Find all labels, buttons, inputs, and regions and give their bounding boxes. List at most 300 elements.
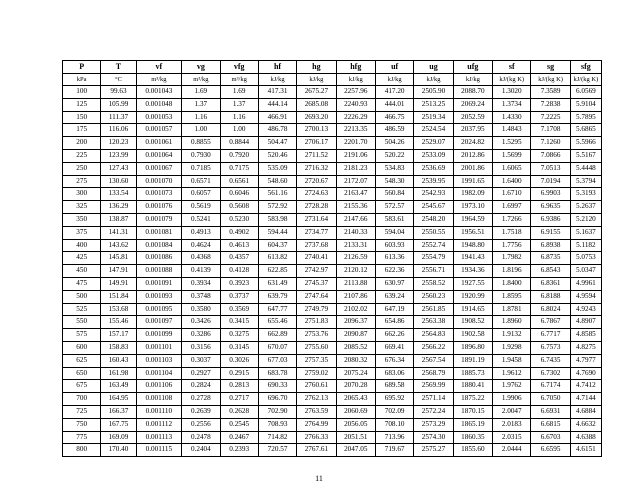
table-cell: 1941.43 — [453, 252, 492, 265]
table-cell: 486.78 — [258, 124, 296, 137]
table-cell: 5.5966 — [570, 137, 601, 150]
table-cell: 2052.59 — [453, 111, 492, 124]
column-symbol: sg — [531, 61, 570, 74]
table-cell: 708.93 — [258, 418, 296, 431]
table-cell: 0.4624 — [182, 239, 220, 252]
table-cell: 525 — [63, 303, 101, 316]
table-cell: 170.40 — [101, 444, 136, 457]
table-cell: 1.9762 — [493, 380, 531, 393]
table-cell: 120.23 — [101, 137, 136, 150]
table-cell: 161.98 — [101, 367, 136, 380]
table-cell: 1.00 — [220, 124, 258, 137]
unit-header-row — [63, 74, 602, 86]
table-cell: 2558.52 — [414, 277, 453, 290]
table-cell: 100 — [63, 86, 101, 99]
table-cell: 0.6046 — [220, 188, 258, 201]
table-cell: 0.2467 — [220, 431, 258, 444]
table-cell: 0.001099 — [136, 329, 182, 342]
table-cell: 153.68 — [101, 303, 136, 316]
column-symbol: hg — [297, 61, 336, 74]
table-row — [63, 367, 602, 380]
table-cell: 155.46 — [101, 316, 136, 329]
table-cell: 0.3426 — [182, 316, 220, 329]
table-cell: 6.7302 — [531, 367, 570, 380]
table-cell: 1.9132 — [493, 329, 531, 342]
table-cell: 0.001061 — [136, 137, 182, 150]
table-cell: 0.3037 — [182, 354, 220, 367]
table-cell: 6.9386 — [531, 213, 570, 226]
table-row — [63, 354, 602, 367]
table-cell: 2574.30 — [414, 431, 453, 444]
table-cell: 1908.52 — [453, 316, 492, 329]
table-cell: 4.7690 — [570, 367, 601, 380]
table-cell: 1.8196 — [493, 265, 531, 278]
saturated-water-pressure-table — [62, 60, 602, 457]
table-cell: 4.8907 — [570, 316, 601, 329]
table-cell: 2568.79 — [414, 367, 453, 380]
table-cell: 708.10 — [375, 418, 413, 431]
table-cell: 2760.61 — [297, 380, 336, 393]
table-cell: 2.0444 — [493, 444, 531, 457]
table-cell: 500 — [63, 290, 101, 303]
table-cell: 2742.97 — [297, 265, 336, 278]
table-cell: 725 — [63, 405, 101, 418]
table-row — [63, 405, 602, 418]
table-cell: 143.62 — [101, 239, 136, 252]
table-cell: 622.85 — [258, 265, 296, 278]
table-cell: 5.6865 — [570, 124, 601, 137]
table-cell: 690.33 — [258, 380, 296, 393]
table-cell: 167.75 — [101, 418, 136, 431]
column-symbol: hf — [258, 61, 296, 74]
table-cell: 1896.80 — [453, 341, 492, 354]
table-cell: 6.6931 — [531, 405, 570, 418]
table-cell: 2001.86 — [453, 162, 492, 175]
table-cell: 1875.22 — [453, 393, 492, 406]
table-cell: 2716.32 — [297, 162, 336, 175]
table-cell: 676.34 — [375, 354, 413, 367]
table-cell: 630.97 — [375, 277, 413, 290]
table-cell: 1.7756 — [493, 239, 531, 252]
column-symbol: vg — [182, 61, 220, 74]
table-cell: 1.6710 — [493, 188, 531, 201]
table-cell: 520.46 — [258, 149, 296, 162]
table-cell: 4.6151 — [570, 444, 601, 457]
table-cell: 2213.35 — [336, 124, 375, 137]
table-cell: 2536.69 — [414, 162, 453, 175]
table-cell: 7.0513 — [531, 162, 570, 175]
table-cell: 7.2225 — [531, 111, 570, 124]
table-cell: 4.7144 — [570, 393, 601, 406]
table-cell: 7.1708 — [531, 124, 570, 137]
table-cell: 750 — [63, 418, 101, 431]
table-cell: 2056.05 — [336, 418, 375, 431]
table-cell: 534.83 — [375, 162, 413, 175]
table-cell: 6.8938 — [531, 239, 570, 252]
table-cell: 2257.96 — [336, 86, 375, 99]
table-cell: 4.8585 — [570, 329, 601, 342]
table-cell: 0.3026 — [220, 354, 258, 367]
table-cell: 0.5619 — [182, 201, 220, 214]
table-cell: 123.99 — [101, 149, 136, 162]
table-cell: 2096.37 — [336, 316, 375, 329]
table-cell: 2747.64 — [297, 290, 336, 303]
table-cell: 0.3934 — [182, 277, 220, 290]
table-cell: 1934.36 — [453, 265, 492, 278]
table-cell: 2564.83 — [414, 329, 453, 342]
table-cell: 1.8781 — [493, 303, 531, 316]
table-cell: 0.001112 — [136, 418, 182, 431]
column-symbol: sfg — [570, 61, 601, 74]
table-cell: 0.001067 — [136, 162, 182, 175]
table-cell: 0.001048 — [136, 98, 182, 111]
table-cell: 163.49 — [101, 380, 136, 393]
table-cell: 475 — [63, 277, 101, 290]
table-cell: 520.22 — [375, 149, 413, 162]
table-cell: 683.78 — [258, 367, 296, 380]
table-cell: 7.3589 — [531, 86, 570, 99]
table-cell: 375 — [63, 226, 101, 239]
table-cell: 603.93 — [375, 239, 413, 252]
table-cell: 0.2728 — [182, 393, 220, 406]
table-cell: 6.7050 — [531, 393, 570, 406]
table-cell: 2090.87 — [336, 329, 375, 342]
table-cell: 504.26 — [375, 137, 413, 150]
table-cell: 157.17 — [101, 329, 136, 342]
table-cell: 466.75 — [375, 111, 413, 124]
table-cell: 2191.06 — [336, 149, 375, 162]
table-cell: 2051.51 — [336, 431, 375, 444]
column-unit: kPa — [63, 74, 101, 86]
table-cell: 1.5699 — [493, 149, 531, 162]
table-cell: 5.2120 — [570, 213, 601, 226]
table-cell: 4.8275 — [570, 341, 601, 354]
table-row — [63, 188, 602, 201]
table-cell: 0.001110 — [136, 405, 182, 418]
table-cell: 0.001070 — [136, 175, 182, 188]
table-cell: 0.001101 — [136, 341, 182, 354]
table-cell: 0.4902 — [220, 226, 258, 239]
table-cell: 5.1637 — [570, 226, 601, 239]
table-cell: 2120.12 — [336, 265, 375, 278]
table-cell: 2070.28 — [336, 380, 375, 393]
table-cell: 0.001086 — [136, 252, 182, 265]
table-cell: 1.6997 — [493, 201, 531, 214]
table-row — [63, 418, 602, 431]
table-cell: 0.6057 — [182, 188, 220, 201]
column-symbol: ug — [414, 61, 453, 74]
table-cell: 1927.55 — [453, 277, 492, 290]
table-cell: 4.6884 — [570, 405, 601, 418]
table-row — [63, 316, 602, 329]
table-cell: 702.90 — [258, 405, 296, 418]
table-cell: 0.3145 — [220, 341, 258, 354]
table-cell: 225 — [63, 149, 101, 162]
table-cell: 1.16 — [182, 111, 220, 124]
table-cell: 466.91 — [258, 111, 296, 124]
table-cell: 714.82 — [258, 431, 296, 444]
table-cell: 2575.27 — [414, 444, 453, 457]
steam-table — [62, 60, 602, 457]
table-cell: 400 — [63, 239, 101, 252]
table-cell: 0.8855 — [182, 137, 220, 150]
table-cell: 0.001079 — [136, 213, 182, 226]
table-cell: 600 — [63, 341, 101, 354]
table-cell: 450 — [63, 265, 101, 278]
table-cell: 5.3193 — [570, 188, 601, 201]
table-cell: 1.7266 — [493, 213, 531, 226]
table-cell: 136.29 — [101, 201, 136, 214]
table-cell: 613.36 — [375, 252, 413, 265]
table-cell: 149.91 — [101, 277, 136, 290]
table-row — [63, 239, 602, 252]
table-cell: 622.36 — [375, 265, 413, 278]
table-cell: 0.3569 — [220, 303, 258, 316]
table-cell: 6.7717 — [531, 329, 570, 342]
table-cell: 1982.09 — [453, 188, 492, 201]
table-cell: 1885.73 — [453, 367, 492, 380]
column-symbol: vf — [136, 61, 182, 74]
column-unit: kJ/kg — [453, 74, 492, 86]
table-cell: 625 — [63, 354, 101, 367]
table-row — [63, 303, 602, 316]
table-cell: 550 — [63, 316, 101, 329]
table-cell: 6.9903 — [531, 188, 570, 201]
table-cell: 4.9243 — [570, 303, 601, 316]
table-cell: 2529.07 — [414, 137, 453, 150]
table-cell: 127.43 — [101, 162, 136, 175]
table-cell: 0.001043 — [136, 86, 182, 99]
table-cell: 425 — [63, 252, 101, 265]
table-cell: 0.6561 — [220, 175, 258, 188]
table-cell: 720.57 — [258, 444, 296, 457]
table-cell: 2163.47 — [336, 188, 375, 201]
table-cell: 594.44 — [258, 226, 296, 239]
table-cell: 1956.51 — [453, 226, 492, 239]
table-row — [63, 290, 602, 303]
table-cell: 2060.69 — [336, 405, 375, 418]
table-cell: 2567.54 — [414, 354, 453, 367]
table-row — [63, 277, 602, 290]
table-cell: 6.7573 — [531, 341, 570, 354]
table-cell: 2085.52 — [336, 341, 375, 354]
table-row — [63, 111, 602, 124]
table-row — [63, 252, 602, 265]
table-cell: 0.2813 — [220, 380, 258, 393]
table-cell: 548.30 — [375, 175, 413, 188]
table-cell: 677.03 — [258, 354, 296, 367]
table-cell: 160.43 — [101, 354, 136, 367]
table-cell: 444.14 — [258, 98, 296, 111]
table-cell: 0.4613 — [220, 239, 258, 252]
table-cell: 713.96 — [375, 431, 413, 444]
table-cell: 417.31 — [258, 86, 296, 99]
table-cell: 1865.19 — [453, 418, 492, 431]
table-cell: 2240.93 — [336, 98, 375, 111]
table-cell: 5.1182 — [570, 239, 601, 252]
table-cell: 0.8844 — [220, 137, 258, 150]
table-cell: 583.61 — [375, 213, 413, 226]
table-cell: 0.4368 — [182, 252, 220, 265]
page-number: 11 — [315, 474, 323, 483]
table-cell: 6.8543 — [531, 265, 570, 278]
table-cell: 631.49 — [258, 277, 296, 290]
table-cell: 2675.27 — [297, 86, 336, 99]
table-cell: 1860.35 — [453, 431, 492, 444]
table-cell: 1.8960 — [493, 316, 531, 329]
table-cell: 2552.74 — [414, 239, 453, 252]
table-cell: 164.95 — [101, 393, 136, 406]
table-cell: 0.2628 — [220, 405, 258, 418]
table-cell: 1.69 — [182, 86, 220, 99]
table-cell: 7.0866 — [531, 149, 570, 162]
table-cell: 2759.02 — [297, 367, 336, 380]
table-cell: 0.4913 — [182, 226, 220, 239]
table-cell: 0.3156 — [182, 341, 220, 354]
table-cell: 583.98 — [258, 213, 296, 226]
table-cell: 2102.02 — [336, 303, 375, 316]
table-cell: 0.2404 — [182, 444, 220, 457]
table-cell: 0.001095 — [136, 303, 182, 316]
table-cell: 0.2393 — [220, 444, 258, 457]
table-cell: 444.01 — [375, 98, 413, 111]
column-unit: °C — [101, 74, 136, 86]
table-cell: 151.84 — [101, 290, 136, 303]
table-cell: 6.8735 — [531, 252, 570, 265]
table-cell: 141.31 — [101, 226, 136, 239]
table-cell: 670.07 — [258, 341, 296, 354]
table-cell: 2524.54 — [414, 124, 453, 137]
table-cell: 504.47 — [258, 137, 296, 150]
table-cell: 0.001113 — [136, 431, 182, 444]
table-cell: 561.16 — [258, 188, 296, 201]
table-cell: 2766.33 — [297, 431, 336, 444]
table-cell: 0.2927 — [182, 367, 220, 380]
table-cell: 702.09 — [375, 405, 413, 418]
table-cell: 2519.34 — [414, 111, 453, 124]
table-cell: 1914.65 — [453, 303, 492, 316]
table-cell: 0.001106 — [136, 380, 182, 393]
table-cell: 604.37 — [258, 239, 296, 252]
table-cell: 0.001076 — [136, 201, 182, 214]
table-cell: 0.001093 — [136, 290, 182, 303]
table-cell: 1.9298 — [493, 341, 531, 354]
table-row — [63, 86, 602, 99]
table-cell: 1.9458 — [493, 354, 531, 367]
table-cell: 147.91 — [101, 265, 136, 278]
table-cell: 0.4139 — [182, 265, 220, 278]
table-cell: 1891.19 — [453, 354, 492, 367]
table-cell: 2.0183 — [493, 418, 531, 431]
table-cell: 6.6815 — [531, 418, 570, 431]
table-cell: 575 — [63, 329, 101, 342]
table-cell: 2556.71 — [414, 265, 453, 278]
table-cell: 775 — [63, 431, 101, 444]
table-cell: 1.6400 — [493, 175, 531, 188]
table-cell: 6.7174 — [531, 380, 570, 393]
column-symbol: T — [101, 61, 136, 74]
table-cell: 150 — [63, 111, 101, 124]
table-cell: 133.54 — [101, 188, 136, 201]
table-cell: 0.2639 — [182, 405, 220, 418]
table-cell: 1.37 — [182, 98, 220, 111]
table-cell: 4.6388 — [570, 431, 601, 444]
table-cell: 5.4448 — [570, 162, 601, 175]
table-cell: 99.63 — [101, 86, 136, 99]
column-unit: kJ/kg — [336, 74, 375, 86]
column-unit: m³/kg — [182, 74, 220, 86]
table-cell: 2753.76 — [297, 329, 336, 342]
table-cell: 1.9612 — [493, 367, 531, 380]
column-unit: kJ/kg — [258, 74, 296, 86]
table-cell: 1973.10 — [453, 201, 492, 214]
table-cell: 572.92 — [258, 201, 296, 214]
table-cell: 166.37 — [101, 405, 136, 418]
table-row — [63, 393, 602, 406]
table-cell: 2069.24 — [453, 98, 492, 111]
table-cell: 2737.68 — [297, 239, 336, 252]
table-cell: 0.2915 — [220, 367, 258, 380]
table-cell: 5.5167 — [570, 149, 601, 162]
table-cell: 1.3020 — [493, 86, 531, 99]
table-row — [63, 124, 602, 137]
table-cell: 594.04 — [375, 226, 413, 239]
table-cell: 2573.29 — [414, 418, 453, 431]
table-cell: 2550.55 — [414, 226, 453, 239]
table-cell: 696.70 — [258, 393, 296, 406]
table-cell: 1948.80 — [453, 239, 492, 252]
table-row — [63, 175, 602, 188]
table-cell: 2706.17 — [297, 137, 336, 150]
table-cell: 2762.13 — [297, 393, 336, 406]
symbol-header-row — [63, 61, 602, 74]
table-cell: 5.7895 — [570, 111, 601, 124]
table-cell: 4.7977 — [570, 354, 601, 367]
table-cell: 2155.36 — [336, 201, 375, 214]
table-cell: 6.7867 — [531, 316, 570, 329]
table-cell: 0.2556 — [182, 418, 220, 431]
table-cell: 2088.70 — [453, 86, 492, 99]
table-cell: 1870.15 — [453, 405, 492, 418]
table-cell: 1.9906 — [493, 393, 531, 406]
table-cell: 1.7982 — [493, 252, 531, 265]
table-cell: 647.19 — [375, 303, 413, 316]
table-row — [63, 329, 602, 342]
table-cell: 0.5241 — [182, 213, 220, 226]
table-cell: 2720.67 — [297, 175, 336, 188]
table-cell: 1.00 — [182, 124, 220, 137]
table-cell: 1920.99 — [453, 290, 492, 303]
table-cell: 2024.82 — [453, 137, 492, 150]
table-cell: 2728.28 — [297, 201, 336, 214]
table-cell: 0.001104 — [136, 367, 182, 380]
table-cell: 675 — [63, 380, 101, 393]
table-row — [63, 137, 602, 150]
table-cell: 0.7920 — [220, 149, 258, 162]
column-symbol: hfg — [336, 61, 375, 74]
table-cell: 2757.35 — [297, 354, 336, 367]
table-cell: 2764.99 — [297, 418, 336, 431]
table-cell: 2693.20 — [297, 111, 336, 124]
column-unit: kJ/(kg K) — [570, 74, 601, 86]
table-cell: 2740.41 — [297, 252, 336, 265]
column-unit: kJ/kg — [297, 74, 336, 86]
table-cell: 169.09 — [101, 431, 136, 444]
table-cell: 6.9635 — [531, 201, 570, 214]
table-cell: 0.001053 — [136, 111, 182, 124]
table-cell: 2763.59 — [297, 405, 336, 418]
table-cell: 1880.41 — [453, 380, 492, 393]
